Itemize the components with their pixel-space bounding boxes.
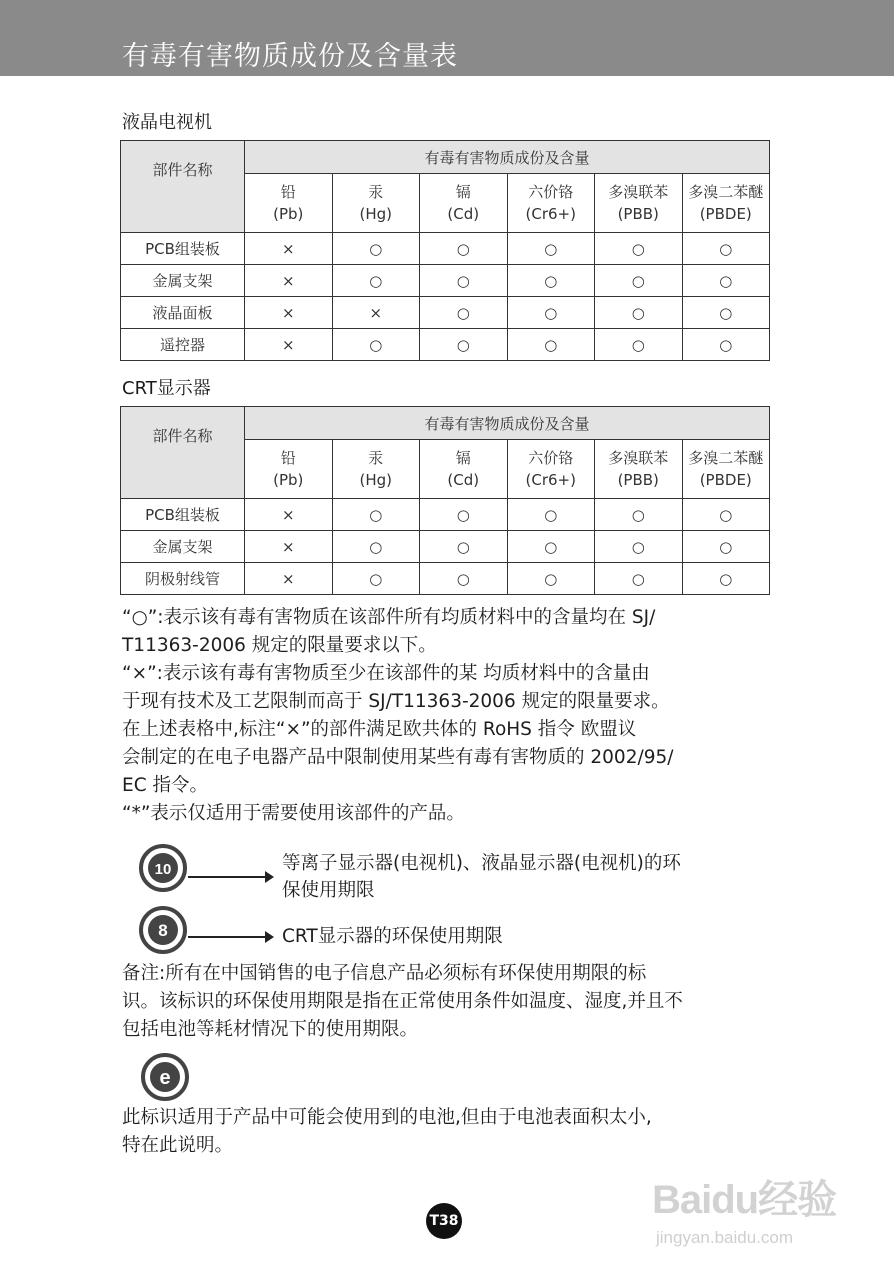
substance-header xyxy=(420,440,508,499)
table-row xyxy=(121,499,770,531)
watermark-url: jingyan.baidu.com xyxy=(656,1228,794,1247)
content-mark-cell: × xyxy=(245,499,333,531)
caption-line: 保使用期限 xyxy=(282,880,375,901)
note-rohs-line: EC 指令。 xyxy=(122,775,208,796)
substance-name: 铅 xyxy=(280,449,296,467)
content-mark-cell: ○ xyxy=(595,499,683,531)
content-mark-cell: ○ xyxy=(507,265,595,297)
substance-header xyxy=(682,174,770,233)
legend-notes xyxy=(122,604,772,828)
content-mark-cell: ○ xyxy=(507,563,595,595)
content-mark-cell: ○ xyxy=(682,233,770,265)
content-mark-cell: ○ xyxy=(332,233,420,265)
part-name-cell: 遥控器 xyxy=(121,329,245,361)
substance-symbol: (Cd) xyxy=(447,471,480,489)
substance-name: 镉 xyxy=(455,449,471,467)
eco-period-10-icon xyxy=(138,843,188,893)
content-mark-cell: × xyxy=(245,297,333,329)
battery-eco-icon xyxy=(140,1052,190,1102)
content-mark-cell: ○ xyxy=(420,499,508,531)
table-row xyxy=(121,233,770,265)
part-name-cell: 液晶面板 xyxy=(121,297,245,329)
note-circle-line: T11363-2006 规定的限量要求以下。 xyxy=(122,635,437,656)
content-mark-cell: × xyxy=(245,233,333,265)
content-mark-cell: ○ xyxy=(332,499,420,531)
battery-eco-symbol: e xyxy=(159,1067,171,1089)
note-cross-line: “×”:表示该有毒有害物质至少在该部件的某 均质材料中的含量由 xyxy=(122,663,650,684)
content-mark-cell: × xyxy=(245,531,333,563)
hazardous-table-lcd-tv xyxy=(120,140,770,361)
content-mark-cell: ○ xyxy=(595,329,683,361)
content-mark-cell: × xyxy=(245,265,333,297)
content-mark-cell: × xyxy=(245,563,333,595)
substance-header xyxy=(507,174,595,233)
content-mark-cell: ○ xyxy=(420,297,508,329)
arrow-icon xyxy=(188,936,272,938)
part-name-header: 部件名称 xyxy=(121,141,245,233)
content-mark-cell: ○ xyxy=(507,499,595,531)
content-mark-cell: ○ xyxy=(420,531,508,563)
substance-name: 多溴二苯醚 xyxy=(688,183,764,201)
content-mark-cell: ○ xyxy=(507,297,595,329)
note-circle-line: “○”:表示该有毒有害物质在该部件所有均质材料中的含量均在 SJ/ xyxy=(122,607,656,628)
content-mark-cell: ○ xyxy=(595,233,683,265)
substance-header xyxy=(332,174,420,233)
content-mark-cell: × xyxy=(245,329,333,361)
content-mark-cell: ○ xyxy=(332,329,420,361)
content-mark-cell: ○ xyxy=(682,563,770,595)
substance-symbol: (Hg) xyxy=(359,205,392,223)
substance-symbol: (Pb) xyxy=(273,471,304,489)
table-row xyxy=(121,563,770,595)
battery-note-line: 特在此说明。 xyxy=(122,1135,234,1156)
content-mark-cell: ○ xyxy=(507,531,595,563)
content-mark-cell: ○ xyxy=(682,265,770,297)
substance-symbol: (Cr6+) xyxy=(525,471,576,489)
arrow-icon xyxy=(188,876,272,878)
substance-symbol: (PBB) xyxy=(617,205,659,223)
section-title-lcd-tv: 液晶电视机 xyxy=(122,112,212,133)
remark-paragraph xyxy=(122,960,772,1044)
content-mark-cell: × xyxy=(332,297,420,329)
part-name-cell: PCB组装板 xyxy=(121,499,245,531)
content-mark-cell: ○ xyxy=(595,265,683,297)
substance-header xyxy=(507,440,595,499)
content-mark-cell: ○ xyxy=(595,531,683,563)
part-name-cell: 阴极射线管 xyxy=(121,563,245,595)
substance-symbol: (PBDE) xyxy=(699,205,752,223)
substance-symbol: (Hg) xyxy=(359,471,392,489)
content-mark-cell: ○ xyxy=(332,265,420,297)
table-row xyxy=(121,265,770,297)
part-name-cell: PCB组装板 xyxy=(121,233,245,265)
substance-header xyxy=(332,440,420,499)
substance-name: 六价铬 xyxy=(528,449,574,467)
header-bar xyxy=(0,0,894,76)
content-mark-cell: ○ xyxy=(507,233,595,265)
table-row xyxy=(121,329,770,361)
substance-name: 多溴联苯 xyxy=(608,183,669,201)
content-mark-cell: ○ xyxy=(682,531,770,563)
content-mark-cell: ○ xyxy=(420,563,508,595)
content-mark-cell: ○ xyxy=(682,499,770,531)
remark-line: 备注:所有在中国销售的电子信息产品必须标有环保使用期限的标 xyxy=(122,963,647,984)
battery-note-line: 此标识适用于产品中可能会使用到的电池,但由于电池表面积太小, xyxy=(122,1107,652,1128)
content-mark-cell: ○ xyxy=(595,563,683,595)
content-mark-cell: ○ xyxy=(595,297,683,329)
content-mark-cell: ○ xyxy=(682,329,770,361)
content-mark-cell: ○ xyxy=(332,563,420,595)
substance-group-header: 有毒有害物质成份及含量 xyxy=(245,407,770,440)
eco-period-8-caption: CRT显示器的环保使用期限 xyxy=(282,926,503,947)
watermark xyxy=(642,1150,872,1260)
substance-name: 六价铬 xyxy=(528,183,574,201)
substance-header xyxy=(420,174,508,233)
substance-symbol: (PBDE) xyxy=(699,471,752,489)
section-title-crt: CRT显示器 xyxy=(122,378,211,399)
content-mark-cell: ○ xyxy=(682,297,770,329)
substance-symbol: (Cd) xyxy=(447,205,480,223)
remark-line: 包括电池等耗材情况下的使用期限。 xyxy=(122,1019,419,1040)
remark-line: 识。该标识的环保使用期限是指在正常使用条件如温度、湿度,并且不 xyxy=(122,991,683,1012)
substance-group-header: 有毒有害物质成份及含量 xyxy=(245,141,770,174)
hazardous-table-crt xyxy=(120,406,770,595)
eco-period-8-number: 8 xyxy=(158,921,168,940)
substance-name: 多溴二苯醚 xyxy=(688,449,764,467)
substance-name: 汞 xyxy=(368,449,384,467)
table-row xyxy=(121,297,770,329)
part-name-cell: 金属支架 xyxy=(121,531,245,563)
substance-header xyxy=(245,440,333,499)
eco-period-10-caption xyxy=(282,850,681,904)
content-mark-cell: ○ xyxy=(420,233,508,265)
table-row xyxy=(121,531,770,563)
substance-name: 镉 xyxy=(455,183,471,201)
substance-header xyxy=(245,174,333,233)
content-mark-cell: ○ xyxy=(420,265,508,297)
content-mark-cell: ○ xyxy=(332,531,420,563)
substance-header xyxy=(682,440,770,499)
substance-symbol: (PBB) xyxy=(617,471,659,489)
substance-header xyxy=(595,174,683,233)
part-name-cell: 金属支架 xyxy=(121,265,245,297)
substance-header xyxy=(595,440,683,499)
page-title: 有毒有害物质成份及含量表 xyxy=(122,41,458,72)
content-mark-cell: ○ xyxy=(420,329,508,361)
substance-symbol: (Cr6+) xyxy=(525,205,576,223)
watermark-brand: Baidu经验 xyxy=(652,1178,837,1222)
substance-name: 汞 xyxy=(368,183,384,201)
caption-line: 等离子显示器(电视机)、液晶显示器(电视机)的环 xyxy=(282,853,681,874)
substance-symbol: (Pb) xyxy=(273,205,304,223)
eco-period-8-icon xyxy=(138,905,188,955)
note-star-line: “*”表示仅适用于需要使用该部件的产品。 xyxy=(122,803,465,824)
substance-name: 铅 xyxy=(280,183,296,201)
part-name-header: 部件名称 xyxy=(121,407,245,499)
note-cross-line: 于现有技术及工艺限制而高于 SJ/T11363-2006 规定的限量要求。 xyxy=(122,691,670,712)
page-number: T38 xyxy=(426,1203,462,1239)
note-rohs-line: 会制定的在电子电器产品中限制使用某些有毒有害物质的 2002/95/ xyxy=(122,747,674,768)
eco-period-10-number: 10 xyxy=(154,861,172,878)
substance-name: 多溴联苯 xyxy=(608,449,669,467)
note-rohs-line: 在上述表格中,标注“×”的部件满足欧共体的 RoHS 指令 欧盟议 xyxy=(122,719,637,740)
content-mark-cell: ○ xyxy=(507,329,595,361)
